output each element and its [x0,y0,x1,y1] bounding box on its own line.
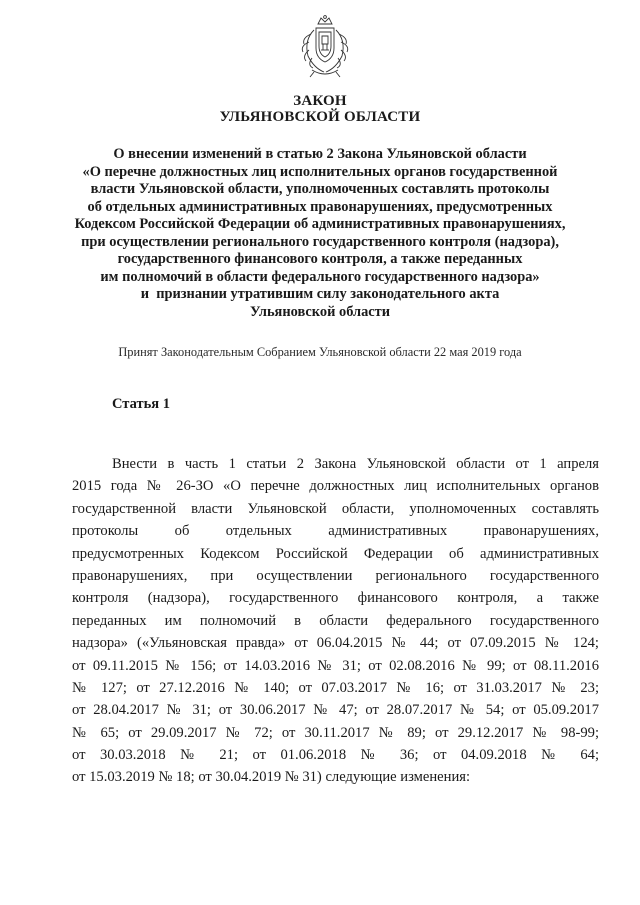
body-line: от 15.03.2019 № 18; от 30.04.2019 № 31) следующие изменения: [72,769,471,786]
subject-line: власти Ульяновской области, уполномоченных составлять протоколы [90,181,550,197]
law-title: ЗАКОН [293,93,347,109]
body-line: Внести в часть 1 статьи 2 Закона Ульяновской области от 1 апреля [112,456,599,472]
region-title: УЛЬЯНОВСКОЙ ОБЛАСТИ [219,109,421,125]
body-line: от 09.11.2015 № 156; от 14.03.2016 № 31; от 02.08.2016 № 99; от 08.11.2016 [72,657,599,674]
body-line: правонарушениях, при осуществлении регионального государственного [72,567,599,584]
subject-line: О внесении изменений в статью 2 Закона Ульяновской области [113,146,527,162]
article-body [72,453,599,789]
adoption-note: Принят Законодательным Собранием Ульяновской области 22 мая 2019 года [118,345,522,359]
subject-line: об отдельных административных правонарушениях, предусмотренных [87,198,553,215]
subject-line: при осуществлении регионального государственного контроля (надзора), [81,233,559,250]
body-line: переданных им полномочий в области федерального государственного [72,612,599,629]
body-line: надзора» («Ульяновская правда» от 06.04.2015 № 44; от 07.09.2015 № 124; [72,635,599,652]
coat-of-arms-icon [294,14,356,80]
body-line: государственной власти Ульяновской области, уполномоченных составлять [72,500,599,517]
body-line: № 127; от 27.12.2016 № 140; от 07.03.2017 № 16; от 31.03.2017 № 23; [72,679,599,696]
body-line: 2015 года № 26-ЗО «О перечне должностных лиц исполнительных органов [72,478,599,495]
subject-line: государственного финансового контроля, а также переданных [117,251,523,267]
body-line: предусмотренных Кодексом Российской Федерации об административных [72,545,599,562]
article-heading: Статья 1 [112,396,170,412]
law-subject [40,146,600,321]
body-line: контроля (надзора), государственного финансового контроля, а также [72,590,599,607]
subject-line: «О перечне должностных лиц исполнительных органов государственной [82,163,558,180]
subject-line: Кодексом Российской Федерации об административных правонарушениях, [74,216,566,232]
subject-line: и признании утратившим силу законодательного акта [140,286,500,302]
subject-line: Ульяновской области [249,303,391,320]
body-line: от 30.03.2018 № 21; от 01.06.2018 № 36; от 04.09.2018 № 64; [72,747,599,764]
body-line: от 28.04.2017 № 31; от 30.06.2017 № 47; от 28.07.2017 № 54; от 05.09.2017 [72,702,599,719]
body-line: протоколы об отдельных административных правонарушениях, [72,523,599,540]
subject-line: им полномочий в области федерального государственного надзора» [100,268,540,285]
body-line: № 65; от 29.09.2017 № 72; от 30.11.2017 № 89; от 29.12.2017 № 98-99; [72,724,599,741]
